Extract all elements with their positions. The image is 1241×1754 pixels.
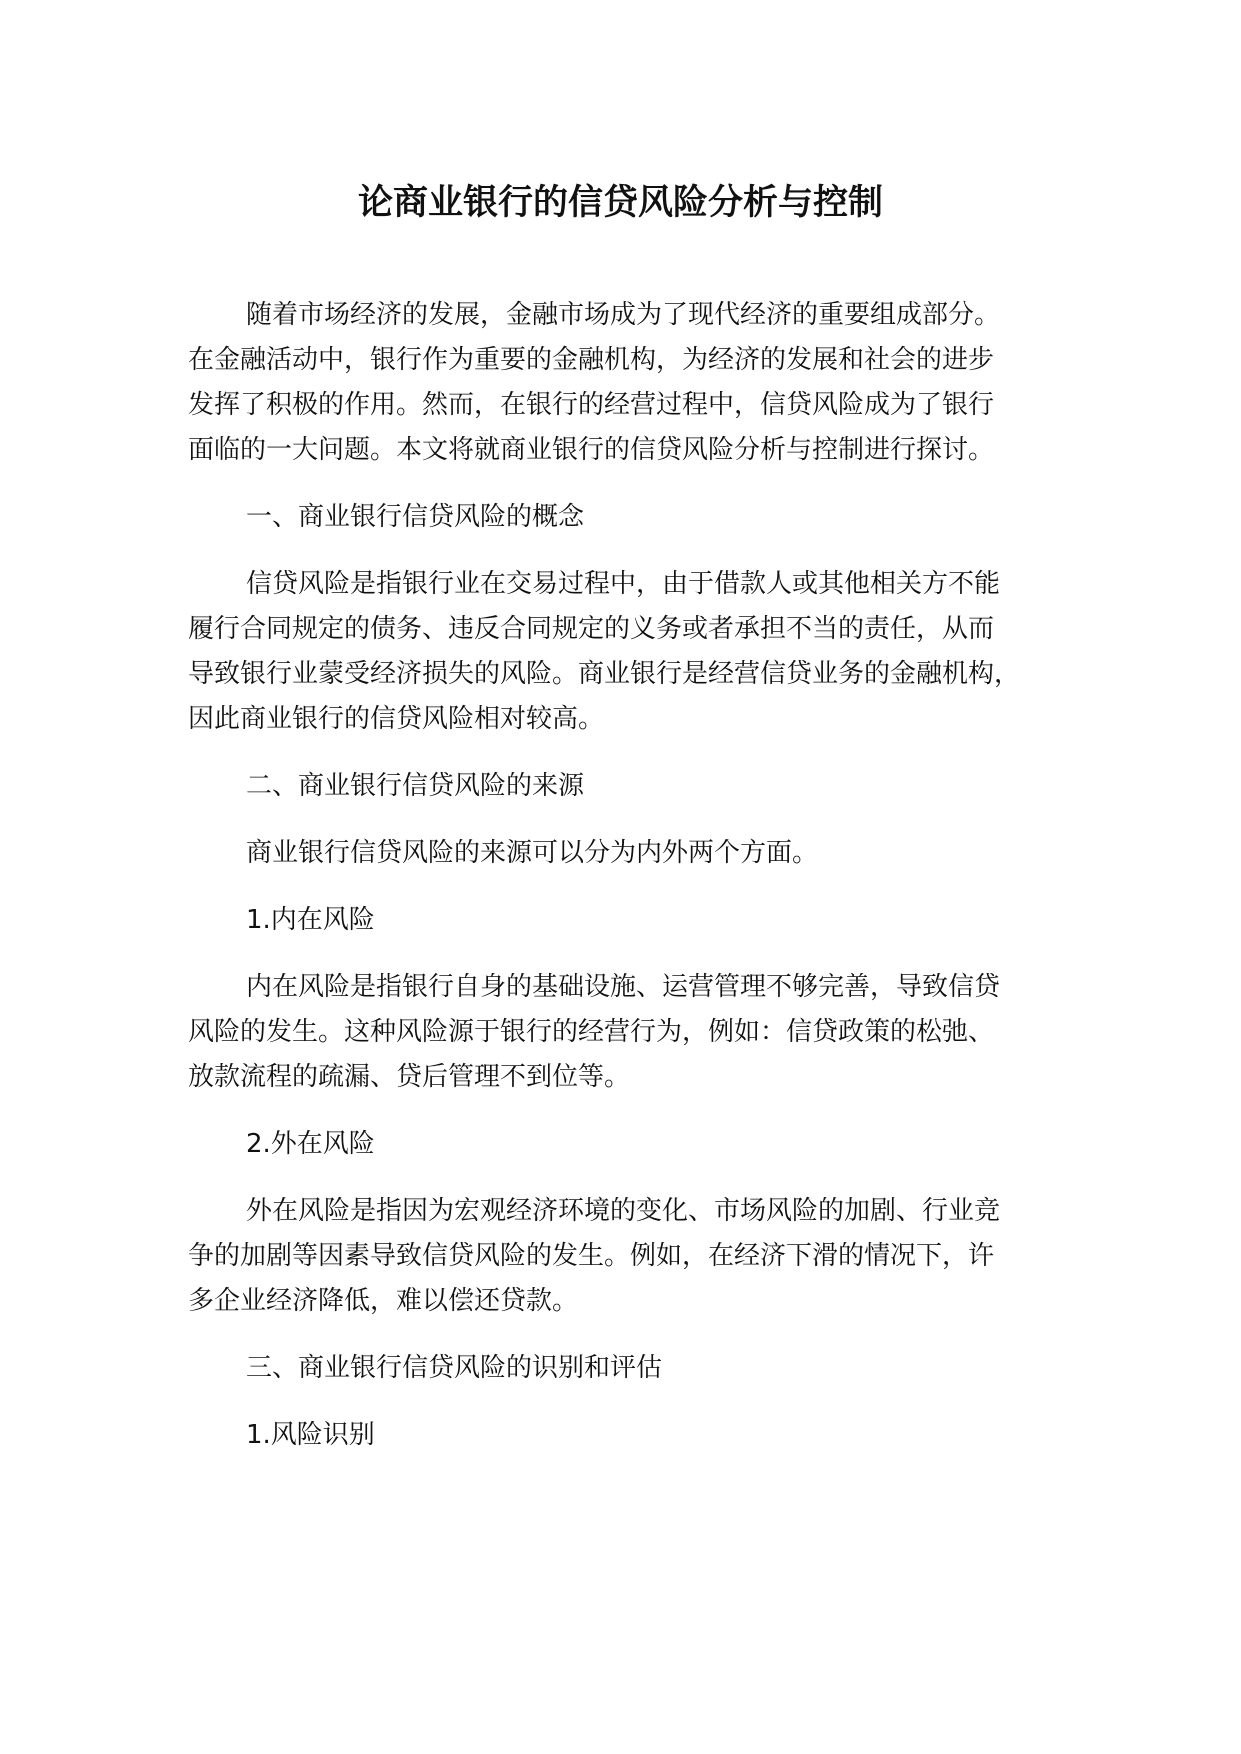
paragraph-line: 随着市场经济的发展，金融市场成为了现代经济的重要组成部分。 bbox=[246, 300, 1001, 330]
document-body bbox=[188, 293, 1088, 1480]
subsection-heading: 1.风险识别 bbox=[246, 1420, 375, 1450]
paragraph-line: 商业银行信贷风险的来源可以分为内外两个方面。 bbox=[246, 838, 819, 868]
paragraph-line: 放款流程的疏漏、贷后管理不到位等。 bbox=[188, 1062, 631, 1092]
paragraph-line: 因此商业银行的信贷风险相对较高。 bbox=[188, 704, 605, 734]
paragraph-line: 争的加剧等因素导致信贷风险的发生。例如，在经济下滑的情况下，许 bbox=[188, 1241, 995, 1271]
paragraph-line: 发挥了积极的作用。然而，在银行的经营过程中，信贷风险成为了银行 bbox=[188, 390, 995, 420]
document-title: 论商业银行的信贷风险分析与控制 bbox=[357, 183, 883, 223]
subsection-heading: 2.外在风险 bbox=[246, 1129, 375, 1159]
paragraph-concept bbox=[188, 562, 1088, 742]
paragraph-line: 多企业经济降低，难以偿还贷款。 bbox=[188, 1286, 579, 1316]
paragraph-intro bbox=[188, 293, 1088, 473]
paragraph-line: 导致银行业蒙受经济损失的风险。商业银行是经营信贷业务的金融机构， bbox=[188, 659, 1021, 689]
section-heading: 一、商业银行信贷风险的概念 bbox=[246, 502, 585, 532]
section-heading: 二、商业银行信贷风险的来源 bbox=[246, 771, 585, 801]
paragraph-line: 面临的一大问题。本文将就商业银行的信贷风险分析与控制进行探讨。 bbox=[188, 435, 995, 465]
subsection-heading: 1.内在风险 bbox=[246, 905, 375, 935]
paragraph-line: 风险的发生。这种风险源于银行的经营行为，例如：信贷政策的松弛、 bbox=[188, 1017, 995, 1047]
paragraph-line: 内在风险是指银行自身的基础设施、运营管理不够完善，导致信贷 bbox=[246, 972, 1001, 1002]
paragraph-external-risk bbox=[188, 1189, 1088, 1324]
paragraph-line: 信贷风险是指银行业在交易过程中，由于借款人或其他相关方不能 bbox=[246, 569, 1001, 599]
section-heading: 三、商业银行信贷风险的识别和评估 bbox=[246, 1353, 663, 1383]
paragraph-sources bbox=[188, 831, 1088, 876]
paragraph-line: 履行合同规定的债务、违反合同规定的义务或者承担不当的责任，从而 bbox=[188, 614, 995, 644]
paragraph-line: 外在风险是指因为宏观经济环境的变化、市场风险的加剧、行业竞 bbox=[246, 1196, 1001, 1226]
paragraph-internal-risk bbox=[188, 965, 1088, 1100]
paragraph-line: 在金融活动中，银行作为重要的金融机构，为经济的发展和社会的进步 bbox=[188, 345, 995, 375]
